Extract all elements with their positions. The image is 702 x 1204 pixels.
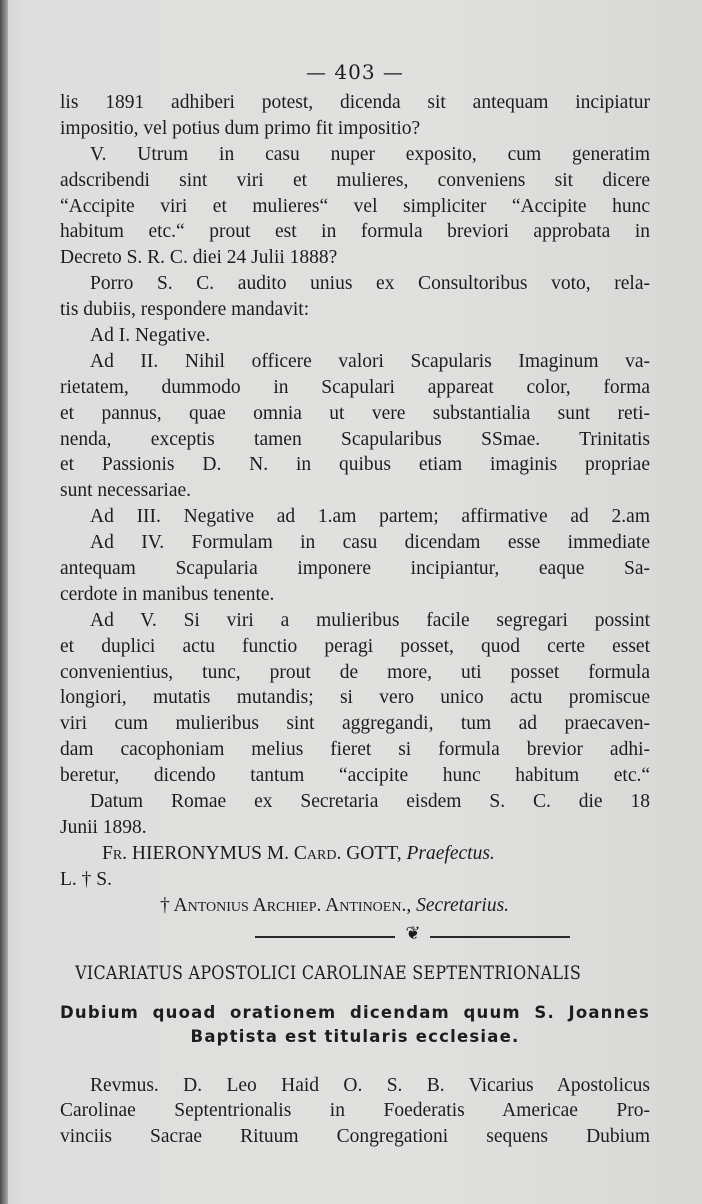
flourish-ornament-icon: ❦ [405,922,421,944]
text-line: Ad V. Si viri a mulieribus facile segregari possint [90,609,650,631]
secretary-title: Secretarius. [416,894,510,916]
text-line: adscribendi sint viri et mulieres, conveniens sit dicere [60,169,650,191]
text-line: Ad I. Negative. [90,325,211,347]
divider-rule-left [255,936,395,938]
prefect-signature [60,841,650,867]
text-line: viri cum mulieribus sint aggregandi, tum ad praecaven- [60,713,650,735]
secretary-name: † Antonius Archiep. Antinoen., [160,894,412,916]
text-line: Ad II. Nihil officere valori Scapularis Imaginum va- [90,350,650,372]
text-line: Decreto S. R. C. diei 24 Julii 1888? [60,247,338,269]
section-divider [60,921,650,951]
text-block [60,60,650,1150]
text-line: antequam Scapularia imponere incipiantur, eaque Sa- [60,558,650,580]
text-line: impositio, vel potius dum primo fit impositio? [60,117,421,139]
text-line: Ad IV. Formulam in casu dicendam esse immediate [90,532,650,554]
page-number: — 403 — [306,60,404,84]
book-spine-shadow [0,0,8,1204]
text-line: nenda, exceptis tamen Scapularibus SSmae. Trinitatis [60,428,650,450]
prefect-name: Fr. HIERONYMUS M. Card. GOTT, [102,842,402,864]
text-line: cerdote in manibus tenente. [60,583,275,605]
divider-rule-right [430,936,570,938]
text-line: tis dubiis, respondere mandavit: [60,299,310,321]
text-line: Junii 1898. [60,816,147,838]
dubium-title-line: Baptista est titularis ecclesiae. [190,1026,520,1046]
text-line: sunt necessariae. [60,480,192,502]
text-line: et duplici actu functio peragi posset, quod certe esset [60,635,650,657]
text-line: rietatem, dummodo in Scapulari appareat color, forma [60,376,650,398]
spacer [60,1049,650,1073]
text-line: et pannus, quae omnia ut vere substantialia sunt reti- [60,402,650,424]
text-line: vinciis Sacrae Rituum Congregationi sequens Dubium [60,1126,650,1148]
dubium-title [60,1001,650,1049]
prefect-title: Praefectus. [406,842,495,864]
text-line: habitum etc.“ prout est in formula breviori approbata in [60,221,650,243]
text-line: Ad III. Negative ad 1.am partem; affirmative ad 2.am [90,506,650,528]
text-line: longiori, mutatis mutandis; si vero unico actu promiscue [60,687,650,709]
text-line: et Passionis D. N. in quibus etiam imaginis propriae [60,454,650,476]
text-line: “Accipite viri et mulieres“ vel simpliciter “Accipite hunc [60,195,650,217]
text-line: V. Utrum in casu nuper exposito, cum generatim [90,143,650,165]
text-line: convenientius, tunc, prout de more, uti posset formula [60,661,650,683]
secretary-signature [60,893,650,919]
text-line: lis 1891 adhiberi potest, dicenda sit antequam incipiatur [60,92,650,113]
dubium-title-line: Dubium quoad orationem dicendam quum S. Joannes [60,1002,650,1022]
section-heading: VICARIATUS APOSTOLICI CAROLINAE SEPTENTRIONALIS [75,961,582,984]
text-line: Carolinae Septentrionalis in Foederatis Americae Pro- [60,1100,650,1122]
text-line: dam cacophoniam melius fieret si formula brevior adhi- [60,739,650,761]
seal-mark: L. † S. [60,868,113,890]
text-line: beretur, dicendo tantum “accipite hunc habitum etc.“ [60,765,650,787]
text-line: Porro S. C. audito unius ex Consultoribus voto, rela- [90,273,650,295]
text-line: Revmus. D. Leo Haid O. S. B. Vicarius Apostolicus [90,1074,650,1096]
text-line: Datum Romae ex Secretaria eisdem S. C. die 18 [90,791,650,813]
